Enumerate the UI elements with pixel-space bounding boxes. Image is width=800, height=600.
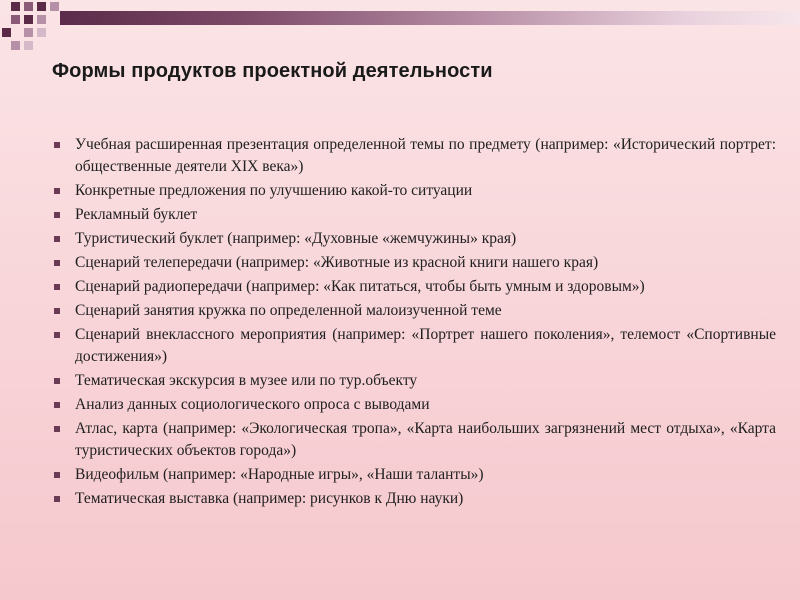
square-bullet-icon	[54, 212, 60, 218]
list-item	[52, 464, 776, 486]
deco-square	[50, 2, 59, 11]
slide-title: Формы продуктов проектной деятельности	[52, 60, 493, 82]
deco-square	[11, 15, 20, 24]
square-bullet-icon	[54, 142, 60, 148]
square-bullet-icon	[54, 472, 60, 478]
list-item	[52, 204, 776, 226]
list-item-text: Тематическая экскурсия в музее или по тур.объекту	[75, 372, 418, 389]
square-bullet-icon	[54, 332, 60, 338]
list-item-text: Рекламный буклет	[75, 206, 198, 223]
list-item	[52, 180, 776, 202]
list-item-text: Атлас, карта (например: «Экологическая тропа», «Карта наибольших загрязнений мест отдыха», «Карта туристических объектов города»)	[75, 420, 776, 459]
header-gradient-band	[60, 11, 800, 25]
deco-square	[37, 15, 46, 24]
list-item-text: Сценарий телепередачи (например: «Животные из красной книги нашего края)	[75, 254, 599, 271]
deco-square	[37, 28, 46, 37]
list-item-text: Анализ данных социологического опроса с выводами	[75, 396, 430, 413]
square-bullet-icon	[54, 188, 60, 194]
list-item-text: Туристический буклет (например: «Духовные «жемчужины» края)	[75, 230, 517, 247]
list-item	[52, 370, 776, 392]
square-bullet-icon	[54, 236, 60, 242]
list-item	[52, 394, 776, 416]
list-item-text: Сценарий занятия кружка по определенной малоизученной теме	[75, 302, 502, 319]
list-item	[52, 134, 776, 178]
list-item-text: Учебная расширенная презентация определенной темы по предмету (например: «Исторический портрет: общественные деятели XIX века»)	[75, 136, 776, 175]
bullet-list	[52, 134, 776, 512]
deco-square	[11, 41, 20, 50]
square-bullet-icon	[54, 426, 60, 432]
square-bullet-icon	[54, 260, 60, 266]
list-item-text: Конкретные предложения по улучшению какой-то ситуации	[75, 182, 473, 199]
square-bullet-icon	[54, 308, 60, 314]
square-bullet-icon	[54, 378, 60, 384]
deco-square	[2, 28, 11, 37]
deco-square	[24, 28, 33, 37]
list-item	[52, 276, 776, 298]
list-item	[52, 324, 776, 368]
list-item-text: Сценарий внеклассного мероприятия (например: «Портрет нашего поколения», телемост «Спортивные достижения»)	[75, 326, 776, 365]
deco-square	[24, 2, 33, 11]
square-bullet-icon	[54, 284, 60, 290]
deco-square	[24, 41, 33, 50]
list-item-text: Тематическая выставка (например: рисунков к Дню науки)	[75, 490, 464, 507]
deco-square	[24, 15, 33, 24]
list-item	[52, 252, 776, 274]
deco-square	[11, 2, 20, 11]
list-item-text: Сценарий радиопередачи (например: «Как питаться, чтобы быть умным и здоровым»)	[75, 278, 645, 295]
list-item	[52, 228, 776, 250]
deco-square	[37, 2, 46, 11]
square-bullet-icon	[54, 402, 60, 408]
list-item-text: Видеофильм (например: «Народные игры», «Наши таланты»)	[75, 466, 484, 483]
square-bullet-icon	[54, 496, 60, 502]
list-item	[52, 300, 776, 322]
list-item	[52, 488, 776, 510]
list-item	[52, 418, 776, 462]
